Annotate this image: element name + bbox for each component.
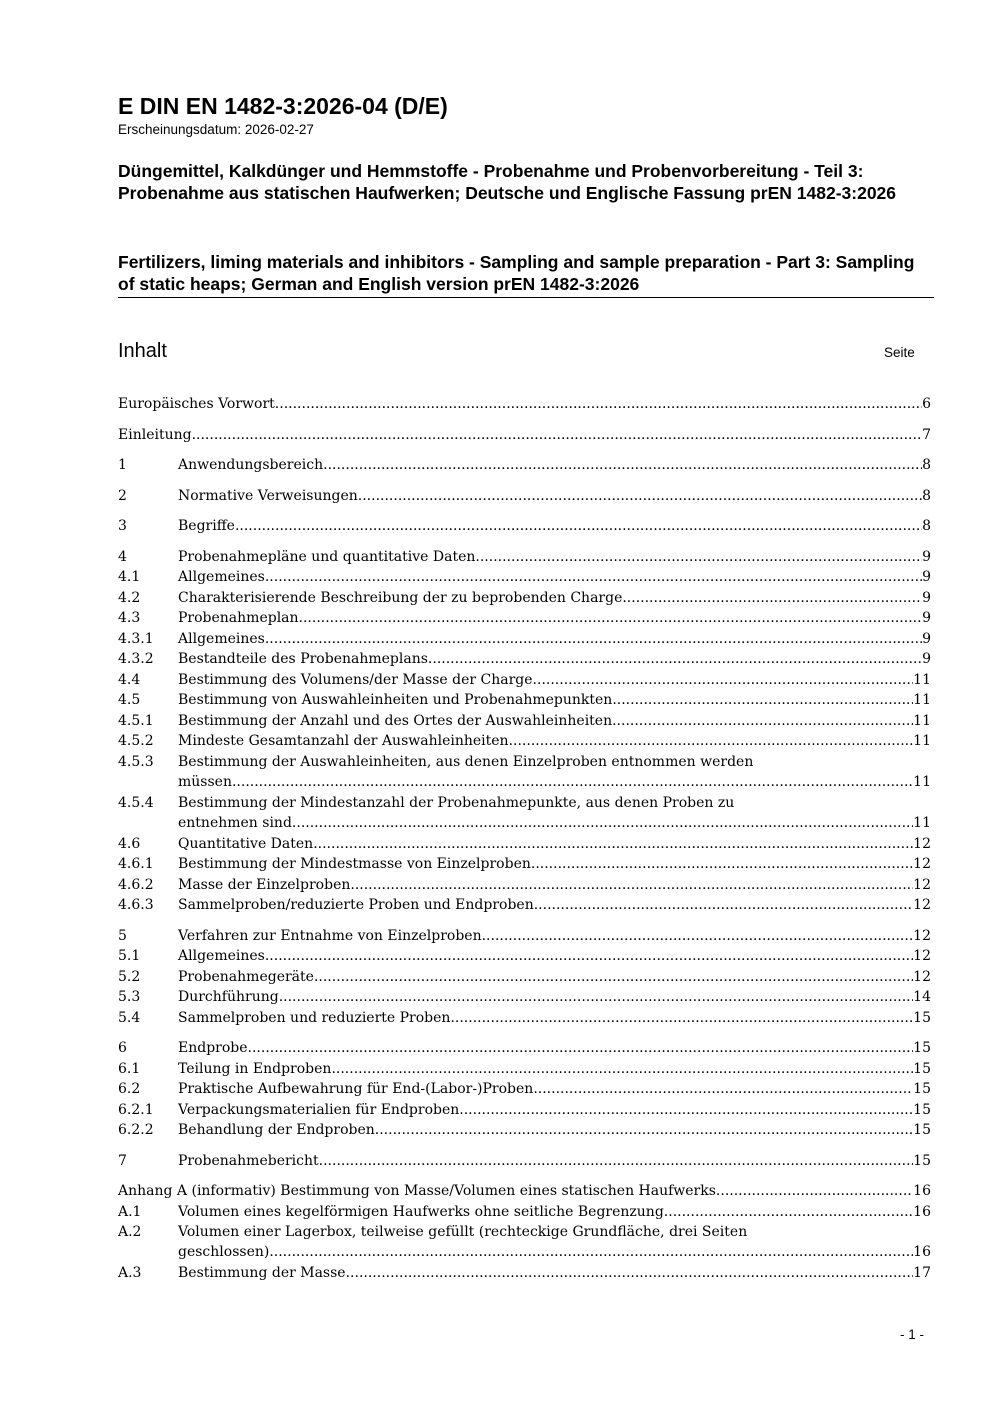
toc-entry[interactable]: [118, 1222, 931, 1263]
toc-entry-number: 6: [118, 1040, 127, 1056]
toc-entry-leader-row: [178, 946, 931, 966]
toc-entry-number: 4.1: [118, 569, 141, 585]
toc-entry[interactable]: [118, 1263, 931, 1283]
toc-entry[interactable]: [118, 711, 931, 731]
toc-entry-title: Normative Verweisungen: [178, 487, 358, 504]
toc-entry-line: [118, 1202, 931, 1222]
toc-entry-number: 5.3: [118, 989, 141, 1005]
toc-entry-title-line1: Volumen einer Lagerbox, teilweise gefüllt (rechteckige Grundfläche, drei Seiten: [178, 1224, 748, 1240]
toc-entry-page: 8: [922, 457, 931, 473]
toc-entry-first-line: [118, 752, 931, 772]
toc-entry-line: [118, 895, 931, 915]
toc-dot-leader: [622, 588, 922, 608]
toc-entry-page: 16: [913, 1244, 931, 1261]
toc-entry-line: [118, 455, 931, 475]
toc-entry[interactable]: [118, 670, 931, 690]
toc-dot-leader: [235, 516, 922, 536]
toc-entry-leader-row: [178, 772, 931, 792]
toc-entry-leader-row: [178, 1038, 931, 1058]
toc-entry-number: 4.2: [118, 589, 141, 606]
toc-entry-title: müssen: [178, 773, 232, 790]
toc-entry-title: Anwendungsbereich: [178, 457, 324, 473]
toc-entry-line: [118, 394, 931, 414]
toc-entry[interactable]: [118, 1202, 931, 1222]
toc-entry-number: 6.2.2: [118, 1122, 154, 1138]
toc-entry-line: [118, 1100, 931, 1120]
toc-entry-number: 6.2.1: [118, 1101, 154, 1118]
toc-entry-line: [118, 854, 931, 874]
toc-entry-leader-row: [178, 895, 931, 915]
toc-dot-leader: [248, 1038, 914, 1058]
toc-entry-page: 9: [922, 630, 931, 647]
toc-entry-title: Sammelproben/reduzierte Proben und Endproben: [178, 897, 534, 913]
toc-entry-leader-row: [178, 1242, 931, 1262]
toc-entry-leader-row: [178, 649, 931, 669]
toc-entry-page: 12: [913, 948, 931, 964]
toc-entry-page: 8: [922, 518, 931, 534]
toc-entry-page: 11: [913, 733, 931, 749]
toc-entry-leader-row: [118, 394, 931, 414]
toc-entry[interactable]: [118, 486, 931, 506]
toc-entry[interactable]: [118, 854, 931, 874]
toc-entry-leader-row: [178, 967, 931, 987]
toc-entry-number: 4.6.2: [118, 876, 154, 893]
toc-entry-page: 16: [913, 1183, 931, 1199]
toc-dot-leader: [531, 854, 913, 874]
toc-entry-number: 4.5.2: [118, 733, 154, 749]
toc-dot-leader: [275, 394, 922, 414]
toc-dot-leader: [265, 629, 922, 649]
toc-entry-page: 12: [913, 927, 931, 944]
toc-entry-line: [118, 1151, 931, 1171]
toc-entry[interactable]: [118, 875, 931, 895]
toc-entry-leader-row: [118, 425, 931, 445]
toc-entry-page: 12: [913, 897, 931, 913]
toc-entry[interactable]: [118, 1151, 931, 1171]
toc-entry-title: Volumen eines kegelförmigen Haufwerks ohne seitliche Begrenzung: [178, 1203, 664, 1220]
toc-entry-number: 2: [118, 487, 127, 504]
toc-entry-number: 4.5: [118, 692, 141, 708]
toc-dot-leader: [664, 1202, 913, 1222]
toc-entry[interactable]: [118, 1038, 931, 1058]
toc-entry-page: 15: [913, 1009, 931, 1026]
toc-dot-leader: [269, 1242, 913, 1262]
toc-entry-number: 4.3.2: [118, 651, 154, 667]
toc-entry[interactable]: [118, 394, 931, 414]
toc-entry[interactable]: [118, 567, 931, 587]
toc-entry-leader-row: [178, 608, 931, 628]
toc-entry[interactable]: [118, 1059, 931, 1079]
toc-entry-line: [118, 1242, 931, 1262]
toc-entry-leader-row: [118, 1181, 931, 1201]
toc-entry-title: Bestimmung der Mindestmasse von Einzelproben: [178, 856, 531, 872]
toc-entry[interactable]: [118, 1079, 931, 1099]
toc-entry-page: 15: [913, 1040, 931, 1056]
toc-entry-leader-row: [178, 690, 931, 710]
toc-dot-leader: [533, 1079, 913, 1099]
toc-entry-page: 9: [922, 548, 931, 565]
toc-dot-leader: [428, 649, 922, 669]
toc-entry-line: [118, 731, 931, 751]
toc-entry-number: 6.1: [118, 1060, 141, 1077]
toc-dot-leader: [313, 834, 913, 854]
toc-entry-title: Begriffe: [178, 518, 235, 534]
toc-entry-title: geschlossen): [178, 1244, 270, 1261]
toc-entry-number: 6.2: [118, 1081, 141, 1097]
toc-dot-leader: [232, 772, 913, 792]
toc-entry-title: Probenahmeplan: [178, 610, 299, 626]
toc-dot-leader: [358, 486, 922, 506]
toc-entry-page: 12: [913, 876, 931, 893]
toc-entry-leader-row: [178, 486, 931, 506]
toc-entry-number: A.1: [118, 1203, 142, 1220]
toc-entry-line: [118, 946, 931, 966]
toc-entry-line: [118, 670, 931, 690]
title-divider: [118, 297, 934, 298]
toc-entry[interactable]: [118, 987, 931, 1007]
toc-entry-title: Verfahren zur Entnahme von Einzelproben: [178, 927, 482, 944]
toc-entry-number: 4.3: [118, 610, 141, 626]
toc-entry[interactable]: [118, 1008, 931, 1028]
publication-date: Erscheinungsdatum: 2026-02-27: [118, 122, 314, 137]
toc-dot-leader: [265, 946, 913, 966]
toc-entry-number: 4.5.3: [118, 753, 154, 770]
toc-entry-title: Bestandteile des Probenahmeplans: [178, 651, 428, 667]
toc-entry-title: Endprobe: [178, 1040, 248, 1056]
toc-entry[interactable]: [118, 425, 931, 445]
toc-entry[interactable]: [118, 926, 931, 946]
toc-dot-leader: [292, 813, 913, 833]
toc-entry[interactable]: [118, 1120, 931, 1140]
toc-entry-title: Praktische Aufbewahrung für End-(Labor-)Proben: [178, 1081, 534, 1097]
toc-entry-leader-row: [178, 516, 931, 536]
toc-entry-leader-row: [178, 1008, 931, 1028]
title-german: Düngemittel, Kalkdünger und Hemmstoffe - Probenahme und Probenvorbereitung - Teil 3: Probenahme aus statischen Haufwerken; Deutsche und Englische Fassung prEN 1482-3:2026: [118, 161, 897, 203]
toc-dot-leader: [716, 1181, 913, 1201]
toc-entry-line: [118, 1120, 931, 1140]
toc-entry-page: 9: [922, 610, 931, 626]
toc-entry-leader-row: [178, 987, 931, 1007]
toc-entry-leader-row: [178, 1079, 931, 1099]
toc-entry-page: 17: [913, 1265, 931, 1281]
toc-entry-line: [118, 608, 931, 628]
toc-entry-line: [118, 547, 931, 567]
toc-entry-title-line1: Bestimmung der Auswahleinheiten, aus denen Einzelproben entnommen werden: [178, 753, 754, 770]
toc-entry-title: Anhang A (informativ) Bestimmung von Masse/Volumen eines statischen Haufwerks: [118, 1183, 716, 1199]
toc-dot-leader: [533, 670, 914, 690]
toc-entry-leader-row: [178, 1263, 931, 1283]
toc-entry-title: Allgemeines: [178, 569, 265, 585]
toc-dot-leader: [192, 425, 923, 445]
toc-entry-title: Probenahmegeräte: [178, 968, 314, 985]
toc-entry-leader-row: [178, 711, 931, 731]
toc-dot-leader: [612, 690, 913, 710]
toc-entry-page: 15: [913, 1152, 931, 1169]
toc-entry-number: 4.6.1: [118, 856, 154, 872]
toc-entry-line: [118, 711, 931, 731]
toc-entry-line: [118, 1038, 931, 1058]
toc-entry-title-line1: Bestimmung der Mindestanzahl der Probenahmepunkte, aus denen Proben zu: [178, 794, 735, 811]
toc-dot-leader: [475, 547, 922, 567]
toc-entry-number: 7: [118, 1152, 127, 1169]
toc-entry[interactable]: [118, 793, 931, 834]
toc-entry-number: 3: [118, 518, 127, 534]
toc-entry-line: [118, 875, 931, 895]
toc-entry[interactable]: [118, 588, 931, 608]
toc-entry[interactable]: [118, 1100, 931, 1120]
toc-entry-line: [118, 1181, 931, 1201]
toc-entry-leader-row: [178, 1120, 931, 1140]
toc-entry-page: 14: [913, 989, 931, 1005]
toc-entry[interactable]: [118, 547, 931, 567]
toc-dot-leader: [314, 967, 913, 987]
toc-entry-line: [118, 690, 931, 710]
toc-entry-line: [118, 987, 931, 1007]
toc-entry[interactable]: [118, 516, 931, 536]
toc-entry-title: Durchführung: [178, 989, 279, 1005]
toc-entry-number: 4.5.4: [118, 794, 154, 811]
toc-entry-page: 12: [913, 835, 931, 852]
toc-entry[interactable]: [118, 690, 931, 710]
toc-entry-number: 4.6.3: [118, 897, 154, 913]
toc-entry-number: A.3: [118, 1265, 142, 1281]
toc-entry[interactable]: [118, 895, 931, 915]
toc-entry-title: Probenahmebericht: [178, 1152, 319, 1169]
toc-entry-line: [118, 1059, 931, 1079]
toc-heading: Inhalt: [118, 340, 167, 362]
toc-dot-leader: [509, 731, 914, 751]
toc-page-column-label: Seite: [884, 345, 915, 360]
toc-entry-number: 5.2: [118, 968, 141, 985]
toc-entry-title: Verpackungsmaterialien für Endproben: [178, 1101, 460, 1118]
toc-entry-page: 8: [922, 487, 931, 504]
toc-entry-line: [118, 567, 931, 587]
toc-entry-title: Bestimmung des Volumens/der Masse der Charge: [178, 671, 533, 688]
toc-entry-title: entnehmen sind: [178, 814, 292, 831]
toc-entry-page: 7: [922, 426, 931, 443]
toc-entry-leader-row: [178, 926, 931, 946]
toc-dot-leader: [265, 567, 922, 587]
toc-entry-number: 4.4: [118, 671, 141, 688]
toc-entry[interactable]: [118, 649, 931, 669]
toc-entry-page: 15: [913, 1101, 931, 1118]
toc-entry[interactable]: [118, 834, 931, 854]
toc-entry-line: [118, 629, 931, 649]
toc-entry-page: 9: [922, 569, 931, 585]
toc-entry[interactable]: [118, 967, 931, 987]
toc-entry-page: 11: [913, 712, 931, 729]
toc-entry-title: Allgemeines: [178, 948, 265, 964]
toc-entry-leader-row: [178, 547, 931, 567]
toc-entry-page: 15: [913, 1060, 931, 1077]
toc-entry-leader-row: [178, 731, 931, 751]
toc-entry[interactable]: [118, 608, 931, 628]
toc-entry-title: Charakterisierende Beschreibung der zu beprobenden Charge: [178, 589, 623, 606]
toc-entry-line: [118, 772, 931, 792]
toc-entry-line: [118, 834, 931, 854]
toc-entry-leader-row: [178, 1151, 931, 1171]
toc-entry-page: 11: [913, 671, 931, 688]
toc-entry-page: 11: [913, 814, 931, 831]
toc-entry-page: 16: [913, 1203, 931, 1220]
toc-dot-leader: [534, 895, 913, 915]
toc-entry-page: 15: [913, 1122, 931, 1138]
toc-entry-line: [118, 1263, 931, 1283]
toc-entry-page: 11: [913, 773, 931, 790]
toc-entry-page: 12: [913, 856, 931, 872]
toc-dot-leader: [375, 1120, 913, 1140]
toc-entry-line: [118, 425, 931, 445]
toc-entry-line: [118, 926, 931, 946]
toc-entry-page: 9: [922, 651, 931, 667]
toc-entry-title: Teilung in Endproben: [178, 1060, 332, 1077]
toc-entry-title: Quantitative Daten: [178, 835, 314, 852]
toc-entry-leader-row: [178, 834, 931, 854]
toc-entry-leader-row: [178, 455, 931, 475]
toc-entry-line: [118, 967, 931, 987]
toc-entry-leader-row: [178, 588, 931, 608]
toc-entry-first-line: [118, 1222, 931, 1242]
toc-entry[interactable]: [118, 731, 931, 751]
toc-entry-title: Sammelproben und reduzierte Proben: [178, 1009, 451, 1026]
toc-entry[interactable]: [118, 752, 931, 793]
page-number: - 1 -: [900, 1327, 925, 1342]
document-id: E DIN EN 1482-3:2026-04 (D/E): [118, 93, 448, 119]
toc-dot-leader: [279, 987, 913, 1007]
toc-entry-title: Bestimmung der Anzahl und des Ortes der Auswahleinheiten: [178, 712, 613, 729]
toc-entry-number: 4: [118, 548, 127, 565]
toc-entry-number: 1: [118, 457, 127, 473]
toc-entry-line: [118, 1008, 931, 1028]
toc-entry-line: [118, 486, 931, 506]
toc-entry-leader-row: [178, 1202, 931, 1222]
toc-entry-number: A.2: [118, 1224, 142, 1240]
toc-entry-page: 11: [913, 692, 931, 708]
toc-entry-leader-row: [178, 629, 931, 649]
toc-entry-title: Probenahmepläne und quantitative Daten: [178, 548, 476, 565]
toc-entry-title: Masse der Einzelproben: [178, 876, 351, 893]
toc-entry-line: [118, 649, 931, 669]
toc-entry-leader-row: [178, 813, 931, 833]
toc-entry-page: 6: [922, 396, 931, 412]
toc-entry-number: 4.5.1: [118, 712, 154, 729]
toc-entry-title: Mindeste Gesamtanzahl der Auswahleinheiten: [178, 733, 509, 749]
toc-entry-line: [118, 588, 931, 608]
toc-dot-leader: [331, 1059, 913, 1079]
toc-entry[interactable]: [118, 629, 931, 649]
toc-entry-title: Europäisches Vorwort: [118, 396, 275, 412]
toc-dot-leader: [482, 926, 914, 946]
toc-entry-leader-row: [178, 875, 931, 895]
toc-dot-leader: [323, 455, 922, 475]
toc-dot-leader: [319, 1151, 914, 1171]
toc-entry[interactable]: [118, 946, 931, 966]
toc-entry-leader-row: [178, 670, 931, 690]
toc-entry-page: 15: [913, 1081, 931, 1097]
toc-entry[interactable]: [118, 1181, 931, 1201]
toc-dot-leader: [346, 1263, 914, 1283]
toc-dot-leader: [450, 1008, 913, 1028]
toc-entry-page: 9: [922, 589, 931, 606]
toc-entry-title: Bestimmung von Auswahleinheiten und Probenahmepunkten: [178, 692, 613, 708]
toc-entry-number: 5.4: [118, 1009, 141, 1026]
toc-entry-line: [118, 516, 931, 536]
toc-entry-number: 5.1: [118, 948, 141, 964]
toc-entry-number: 4.3.1: [118, 630, 154, 647]
toc-entry-title: Bestimmung der Masse: [178, 1265, 346, 1281]
toc-entry-page: 12: [913, 968, 931, 985]
toc-dot-leader: [612, 711, 913, 731]
toc-entry-title: Allgemeines: [178, 630, 265, 647]
toc-dot-leader: [350, 875, 913, 895]
toc-entry-first-line: [118, 793, 931, 813]
toc-entry-leader-row: [178, 854, 931, 874]
toc-entry-number: 4.6: [118, 835, 141, 852]
toc-entry[interactable]: [118, 455, 931, 475]
toc-entry-line: [118, 1079, 931, 1099]
title-english: Fertilizers, liming materials and inhibitors - Sampling and sample preparation - Part 3: Sampling of static heaps; German and English version prEN 1482-3:2026: [118, 252, 915, 294]
toc-dot-leader: [299, 608, 923, 628]
toc-entry-leader-row: [178, 1059, 931, 1079]
toc-entry-number: 5: [118, 927, 127, 944]
toc-dot-leader: [459, 1100, 913, 1120]
toc-entry-title: Behandlung der Endproben: [178, 1122, 375, 1138]
toc-entry-leader-row: [178, 1100, 931, 1120]
toc-entry-title: Einleitung: [118, 426, 192, 443]
toc-entry-line: [118, 813, 931, 833]
toc-entry-leader-row: [178, 567, 931, 587]
